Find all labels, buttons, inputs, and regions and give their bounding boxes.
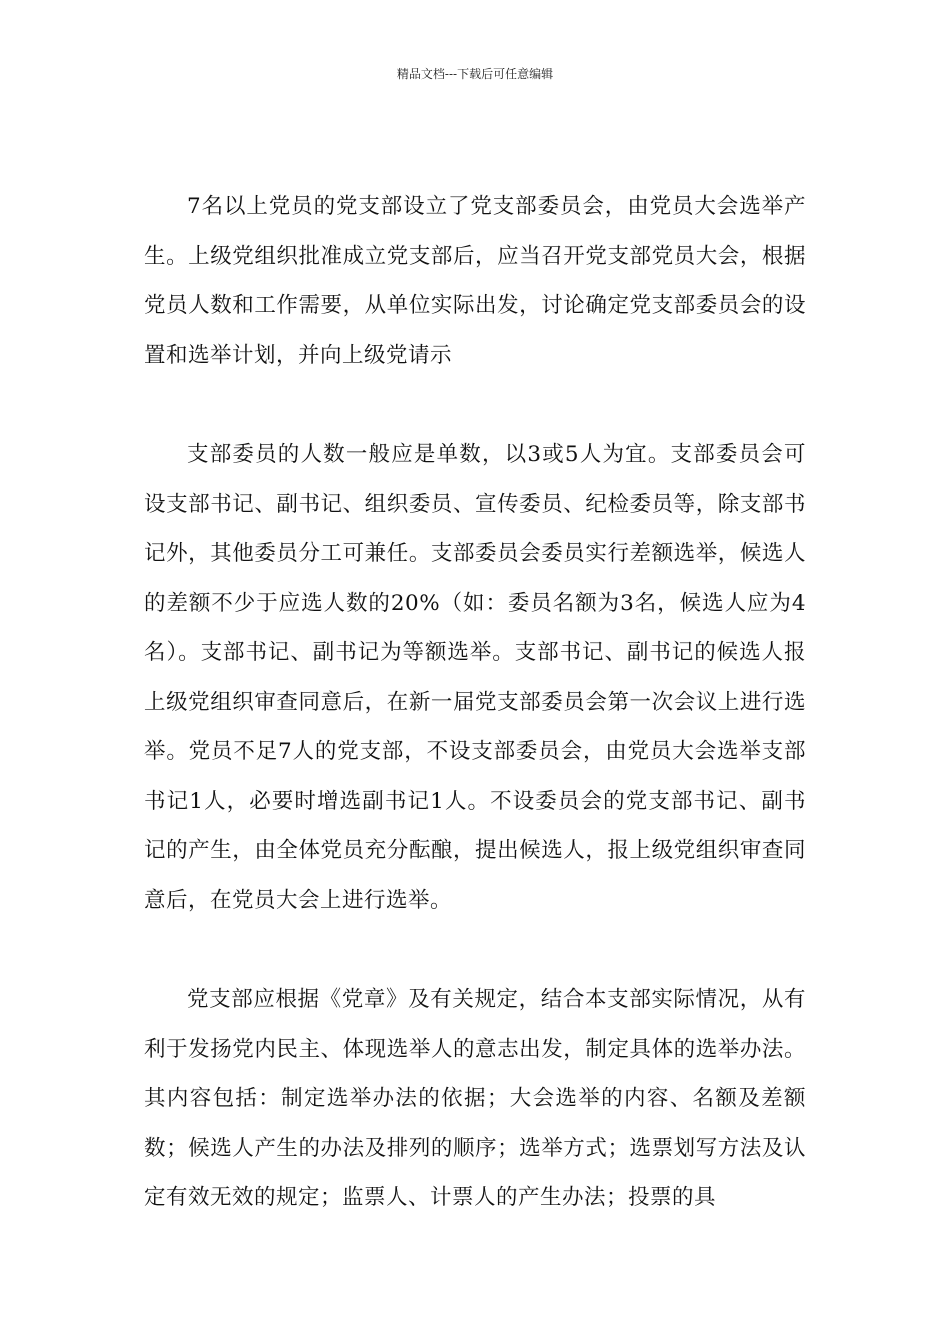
paragraph-election-rules: 党支部应根据《党章》及有关规定，结合本支部实际情况，从有利于发扬党内民主、体现选举人的意志出发，制定具体的选举办法。其内容包括：制定选举办法的依据；大会选举的内容、名额及差额数；候选人产生的办法及排列的顺序；选举方式；选票划写方法及认定有效无效的规定；监票人、计票人的产生办法；投票的具 [144,987,806,1210]
paragraph-committee-members: 支部委员的人数一般应是单数，以3或5人为宜。支部委员会可设支部书记、副书记、组织委员、宣传委员、纪检委员等，除支部书记外，其他委员分工可兼任。支部委员会委员实行差额选举，候选人的差额不少于应选人数的20%（如：委员名额为3名，候选人应为4名）。支部书记、副书记为等额选举。支部书记、副书记的候选人报上级党组织审查同意后，在新一届党支部委员会第一次会议上进行选举。党员不足7人的党支部，不设支部委员会，由党员大会选举支部书记1人，必要时增选副书记1人。不设委员会的党支部书记、副书记的产生，由全体党员充分酝酿，提出候选人，报上级党组织审查同意后，在党员大会上进行选举。 [144,442,806,913]
paragraph-committee-setup: 7名以上党员的党支部设立了党支部委员会，由党员大会选举产生。上级党组织批准成立党支部后，应当召开党支部党员大会，根据党员人数和工作需要，从单位实际出发，讨论确定党支部委员会的设置和选举计划，并向上级党请示 [144,194,806,368]
document-body [144,182,806,1223]
page-header: 精品文档---下载后可任意编辑 [396,67,554,81]
